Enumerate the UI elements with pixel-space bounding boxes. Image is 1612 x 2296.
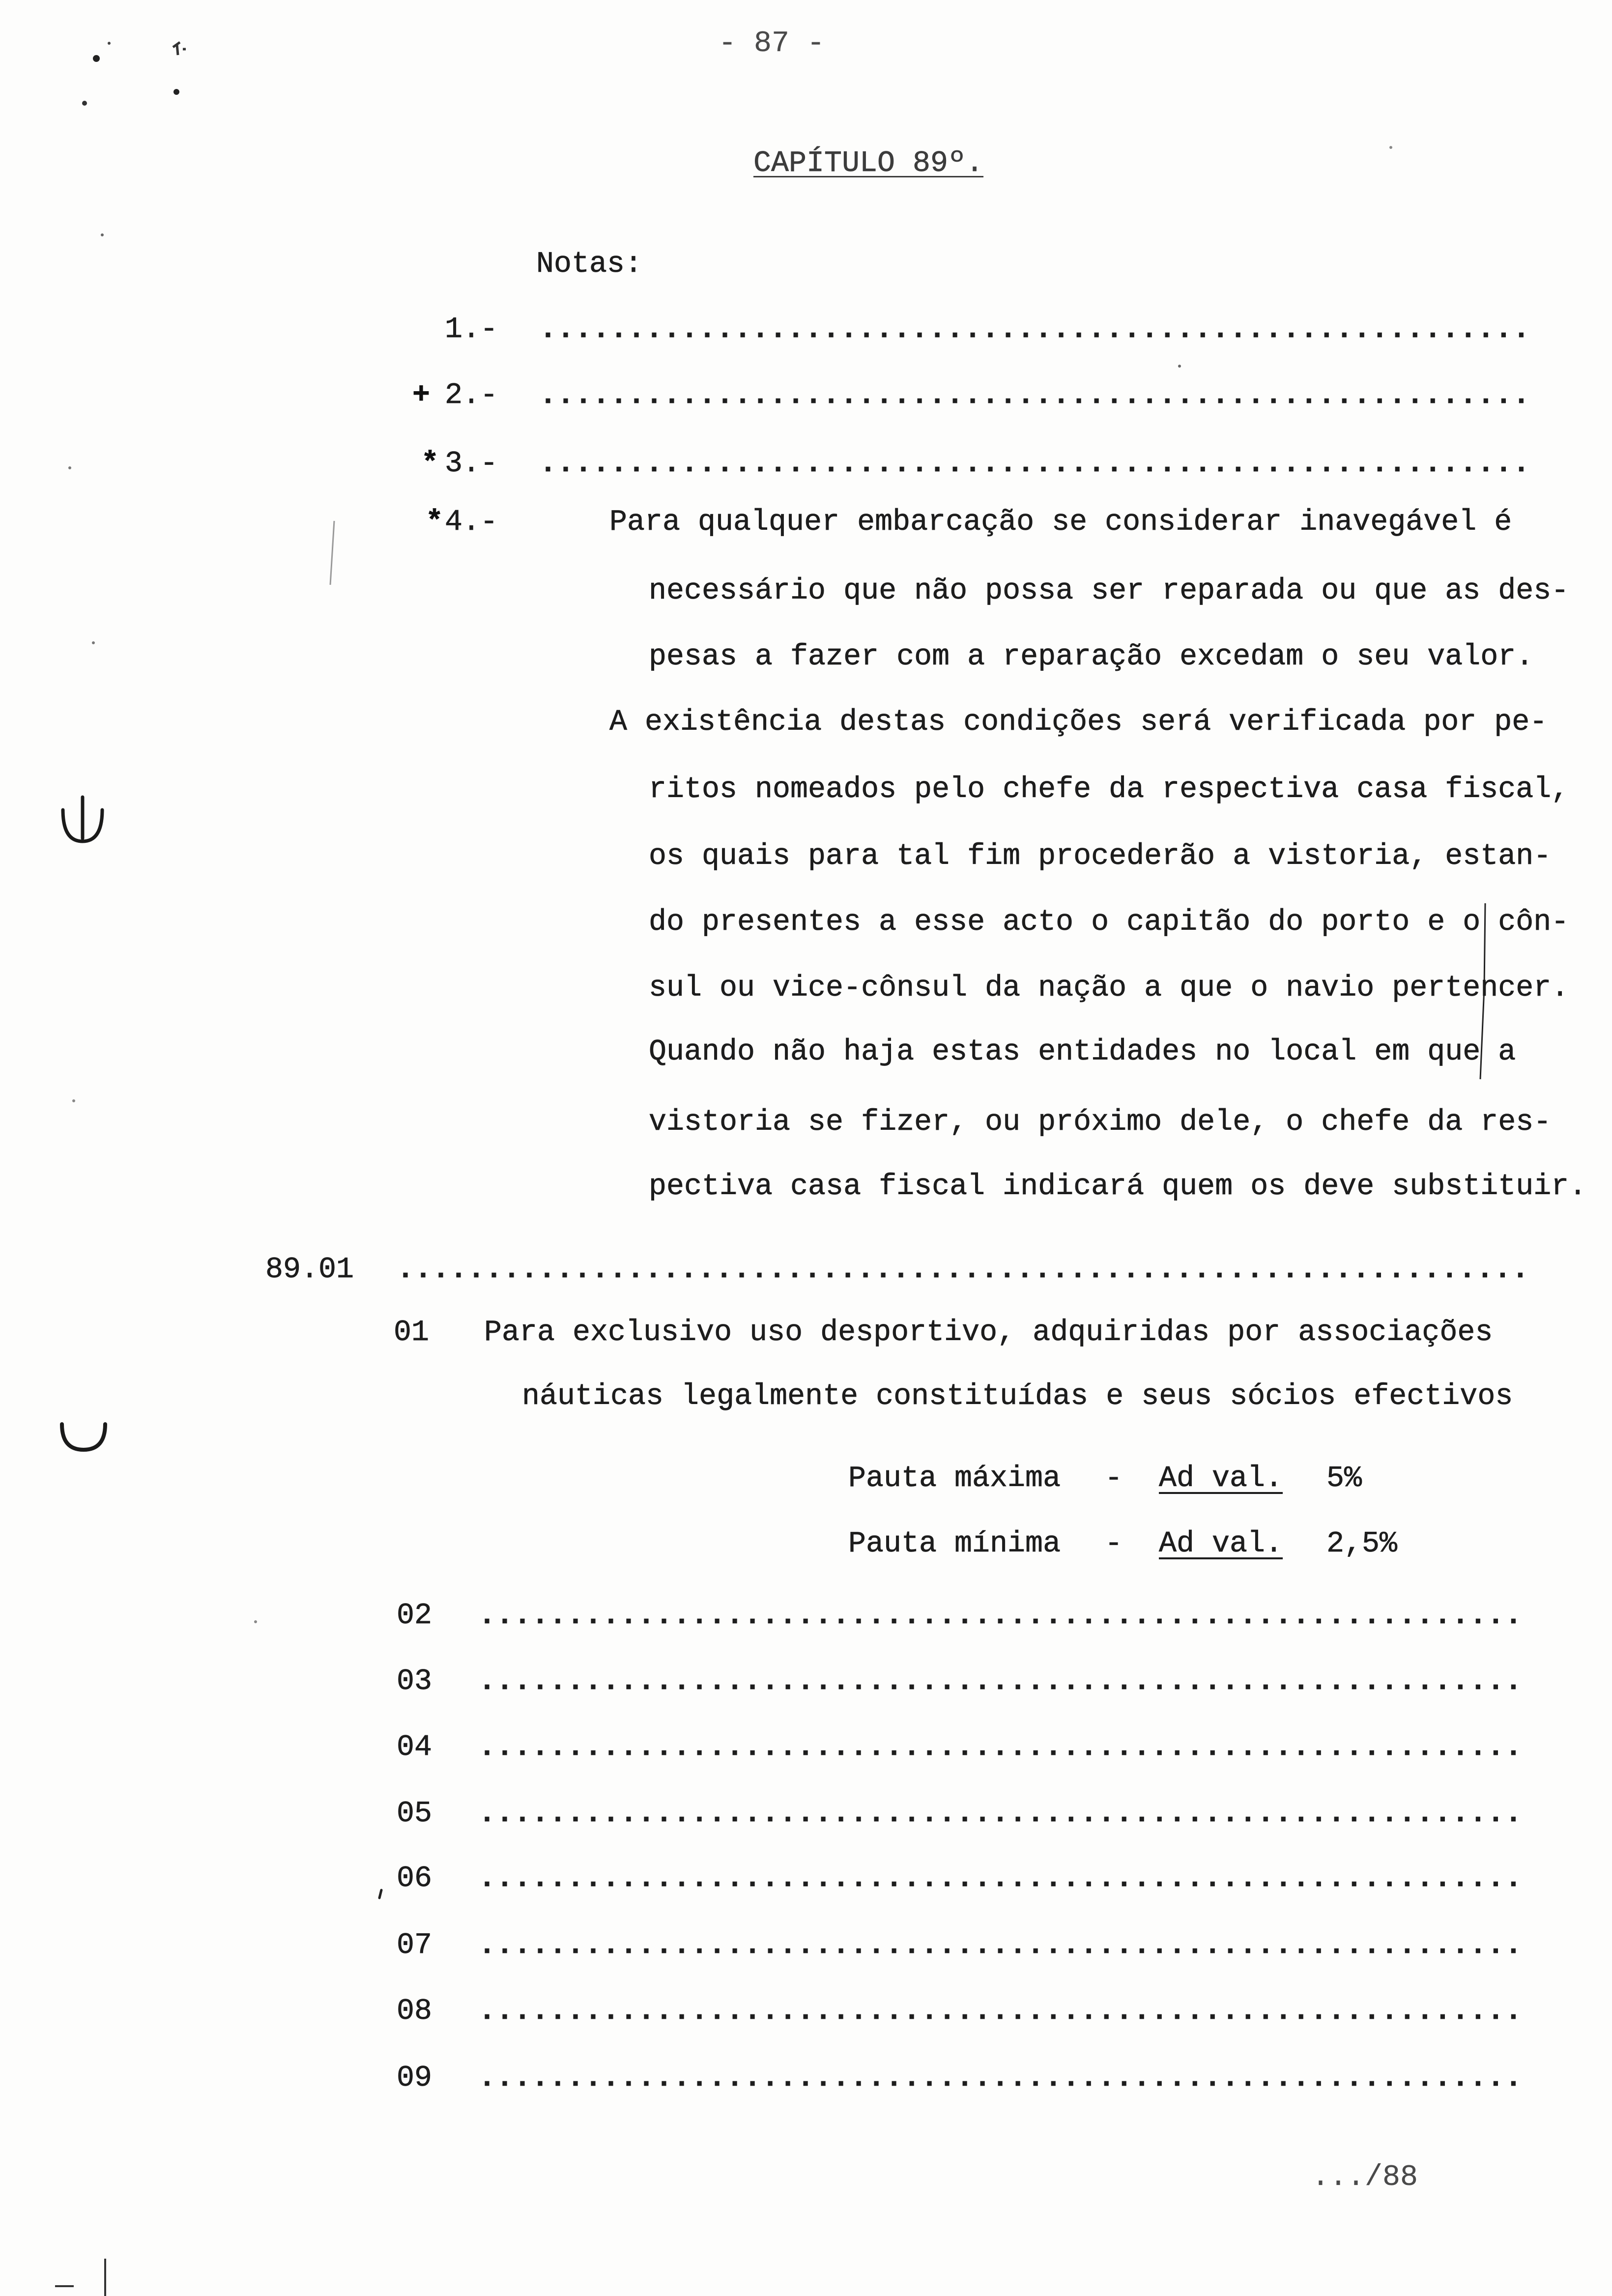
note-number: 3.- <box>445 447 498 481</box>
note-4 <box>0 505 1612 540</box>
subheading-code: 08 <box>397 1995 432 2028</box>
dot-leader: ........................................................... <box>478 1665 1523 1698</box>
subheading-05 <box>0 1796 1612 1832</box>
continuation-marker: .../88 <box>1312 2161 1418 2194</box>
dot-leader: ........................................................... <box>478 1797 1523 1831</box>
subheading-code: 01 <box>394 1316 430 1349</box>
note-text-line: sul ou vice-cônsul da nação a que o navio pertencer. <box>649 972 1569 1005</box>
subheading-code: 09 <box>397 2062 432 2095</box>
note-number: 2.- <box>445 379 498 412</box>
tariff-rate: 5% <box>1326 1462 1362 1495</box>
ink-speck <box>1389 146 1392 149</box>
tariff-label: Pauta máxima <box>848 1462 1061 1495</box>
subheading-code: 05 <box>397 1797 432 1831</box>
subheading-09 <box>0 2061 1612 2096</box>
ink-speck <box>108 42 111 45</box>
subheading-code: 04 <box>397 1731 432 1764</box>
ink-speck <box>173 42 186 55</box>
ink-speck <box>93 55 100 62</box>
subheading-08 <box>0 1994 1612 2029</box>
ink-speck <box>101 233 104 236</box>
dot-leader: ........................................................... <box>478 2062 1523 2095</box>
tariff-basis: Ad val. <box>1159 1462 1283 1495</box>
subheading-code: 07 <box>397 1929 432 1962</box>
dot-leader: ........................................................ <box>539 447 1530 481</box>
subheading-04 <box>0 1730 1612 1765</box>
subheading-03 <box>0 1664 1612 1699</box>
note-1 <box>0 312 1612 347</box>
page-number: - 87 - <box>719 27 825 60</box>
note-marker: * <box>421 447 439 481</box>
note-text-line: pesas a fazer com a reparação excedam o seu valor. <box>649 640 1534 674</box>
subheading-01 <box>0 1315 1612 1350</box>
note-text-line: do presentes a esse acto o capitão do porto e o côn- <box>649 906 1569 939</box>
subheading-code: 02 <box>397 1599 432 1633</box>
note-text-line: Quando não haja estas entidades no local em que a <box>649 1035 1516 1069</box>
tariff-dash: - <box>1105 1527 1123 1561</box>
bottom-corner-mark <box>55 2259 105 2296</box>
note-text-line: ritos nomeados pelo chefe da respectiva casa fiscal, <box>649 773 1569 806</box>
subheading-06 <box>0 1861 1612 1896</box>
note-number: 1.- <box>445 313 498 346</box>
note-text-line: necessário que não possa ser reparada ou que as des- <box>649 574 1569 608</box>
notes-heading: Notas: <box>536 248 643 281</box>
note-text-line: vistoria se fizer, ou próximo dele, o chefe da res- <box>649 1106 1552 1139</box>
chapter-title: CAPÍTULO 89º. <box>753 147 984 180</box>
subheading-code: 06 <box>397 1862 432 1895</box>
tariff-min <box>0 1526 1612 1562</box>
ink-speck <box>92 641 95 644</box>
tariff-dash: - <box>1105 1462 1123 1495</box>
note-text-line: os quais para tal fim procederão a vistoria, estan- <box>649 840 1552 873</box>
dot-leader: ................................................................ <box>397 1253 1529 1287</box>
dot-leader: ........................................................... <box>478 1862 1523 1895</box>
dot-leader: ........................................................... <box>478 1995 1523 2028</box>
tariff-rate: 2,5% <box>1326 1527 1398 1561</box>
punch-mark-arc <box>62 1424 105 1450</box>
subheading-description-line: Para exclusivo uso desportivo, adquiridas por associações <box>484 1316 1493 1349</box>
note-text-line: A existência destas condições será verificada por pe- <box>609 706 1548 739</box>
note-marker: + <box>412 379 431 412</box>
subheading-description-line: náuticas legalmente constituídas e seus sócios efectivos <box>522 1380 1513 1413</box>
ink-speck <box>72 1099 75 1102</box>
ink-speck <box>82 101 87 106</box>
dot-leader: ........................................................... <box>478 1929 1523 1962</box>
punch-mark-anchor <box>63 797 102 841</box>
dot-leader: ........................................................... <box>478 1599 1523 1633</box>
dot-leader: ........................................................... <box>478 1731 1523 1764</box>
ink-speck <box>1178 365 1181 368</box>
ink-speck <box>173 89 179 95</box>
heading-code: 89.01 <box>265 1253 354 1287</box>
tariff-label: Pauta mínima <box>848 1527 1061 1561</box>
note-number: 4.- <box>445 506 498 539</box>
note-2 <box>0 378 1612 413</box>
subheading-07 <box>0 1928 1612 1963</box>
dot-leader: ........................................................ <box>539 313 1530 346</box>
note-marker: * <box>426 506 444 539</box>
dot-leader: ........................................................ <box>539 379 1530 412</box>
note-text-line: Para qualquer embarcação se considerar inavegável é <box>609 506 1512 539</box>
subheading-code: 03 <box>397 1665 432 1698</box>
tariff-basis: Ad val. <box>1159 1527 1283 1561</box>
subheading-02 <box>0 1598 1612 1634</box>
note-3 <box>0 446 1612 482</box>
heading-89-01 <box>0 1252 1612 1288</box>
tariff-max <box>0 1461 1612 1496</box>
note-text-line: pectiva casa fiscal indicará quem os deve substituir. <box>649 1170 1587 1204</box>
